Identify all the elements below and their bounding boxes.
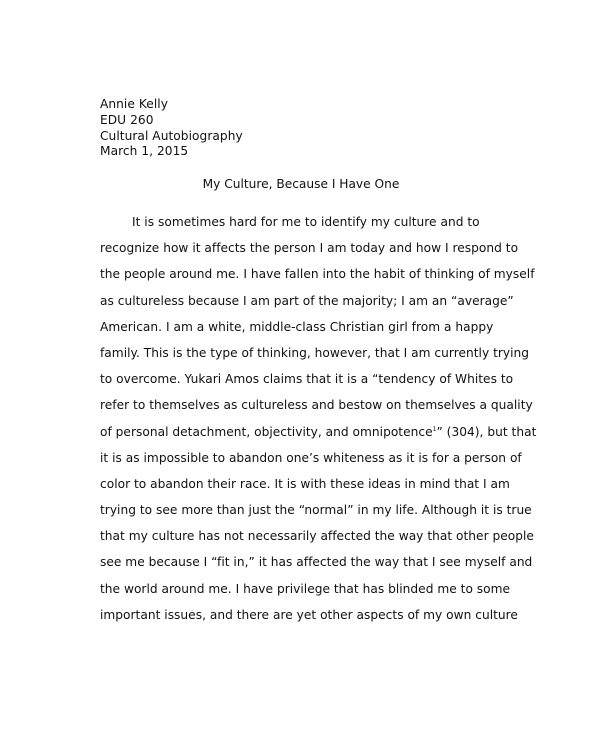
body-line: important issues, and there are yet other aspects of my own culture: [100, 607, 518, 622]
body-line-text: of personal detachment, objectivity, and omnipotence: [100, 424, 433, 439]
body-line: it is as impossible to abandon one’s whiteness as it is for a person of: [100, 450, 522, 465]
author-name: Annie Kelly: [100, 97, 168, 111]
document-header: [100, 97, 243, 160]
document-body: [100, 214, 537, 633]
body-line: the world around me. I have privilege that has blinded me to some: [100, 581, 511, 596]
body-line: to overcome. Yukari Amos claims that it is a “tendency of Whites to: [100, 372, 514, 387]
body-line: as cultureless because I am part of the majority; I am an “average”: [100, 293, 514, 308]
course-code: EDU 260: [100, 112, 154, 127]
body-line: refer to themselves as cultureless and bestow on themselves a quality: [100, 398, 533, 413]
body-line: trying to see more than just the “normal” in my life. Although it is true: [100, 503, 532, 518]
body-line: see me because I “fit in,” it has affected the way that I see myself and: [100, 555, 533, 570]
body-line: color to abandon their race. It is with these ideas in mind that I am: [100, 476, 510, 491]
body-line: that my culture has not necessarily affected the way that other people: [100, 529, 534, 544]
body-line: It is sometimes hard for me to identify my culture and to: [132, 215, 480, 229]
footnote-marker: 1: [432, 425, 437, 433]
body-line: American. I am a white, middle-class Christian girl from a happy: [100, 319, 494, 334]
body-line-text: ” (304), but that: [436, 424, 537, 439]
body-line: the people around me. I have fallen into the habit of thinking of myself: [100, 267, 535, 282]
body-line: family. This is the type of thinking, however, that I am currently trying: [100, 345, 530, 360]
assignment-name: Cultural Autobiography: [100, 128, 243, 143]
document-date: March 1, 2015: [100, 144, 189, 159]
body-line: recognize how it affects the person I am today and how I respond to: [100, 241, 519, 256]
body-line-with-footnote: [100, 424, 537, 450]
document-title: My Culture, Because I Have One: [202, 177, 400, 191]
